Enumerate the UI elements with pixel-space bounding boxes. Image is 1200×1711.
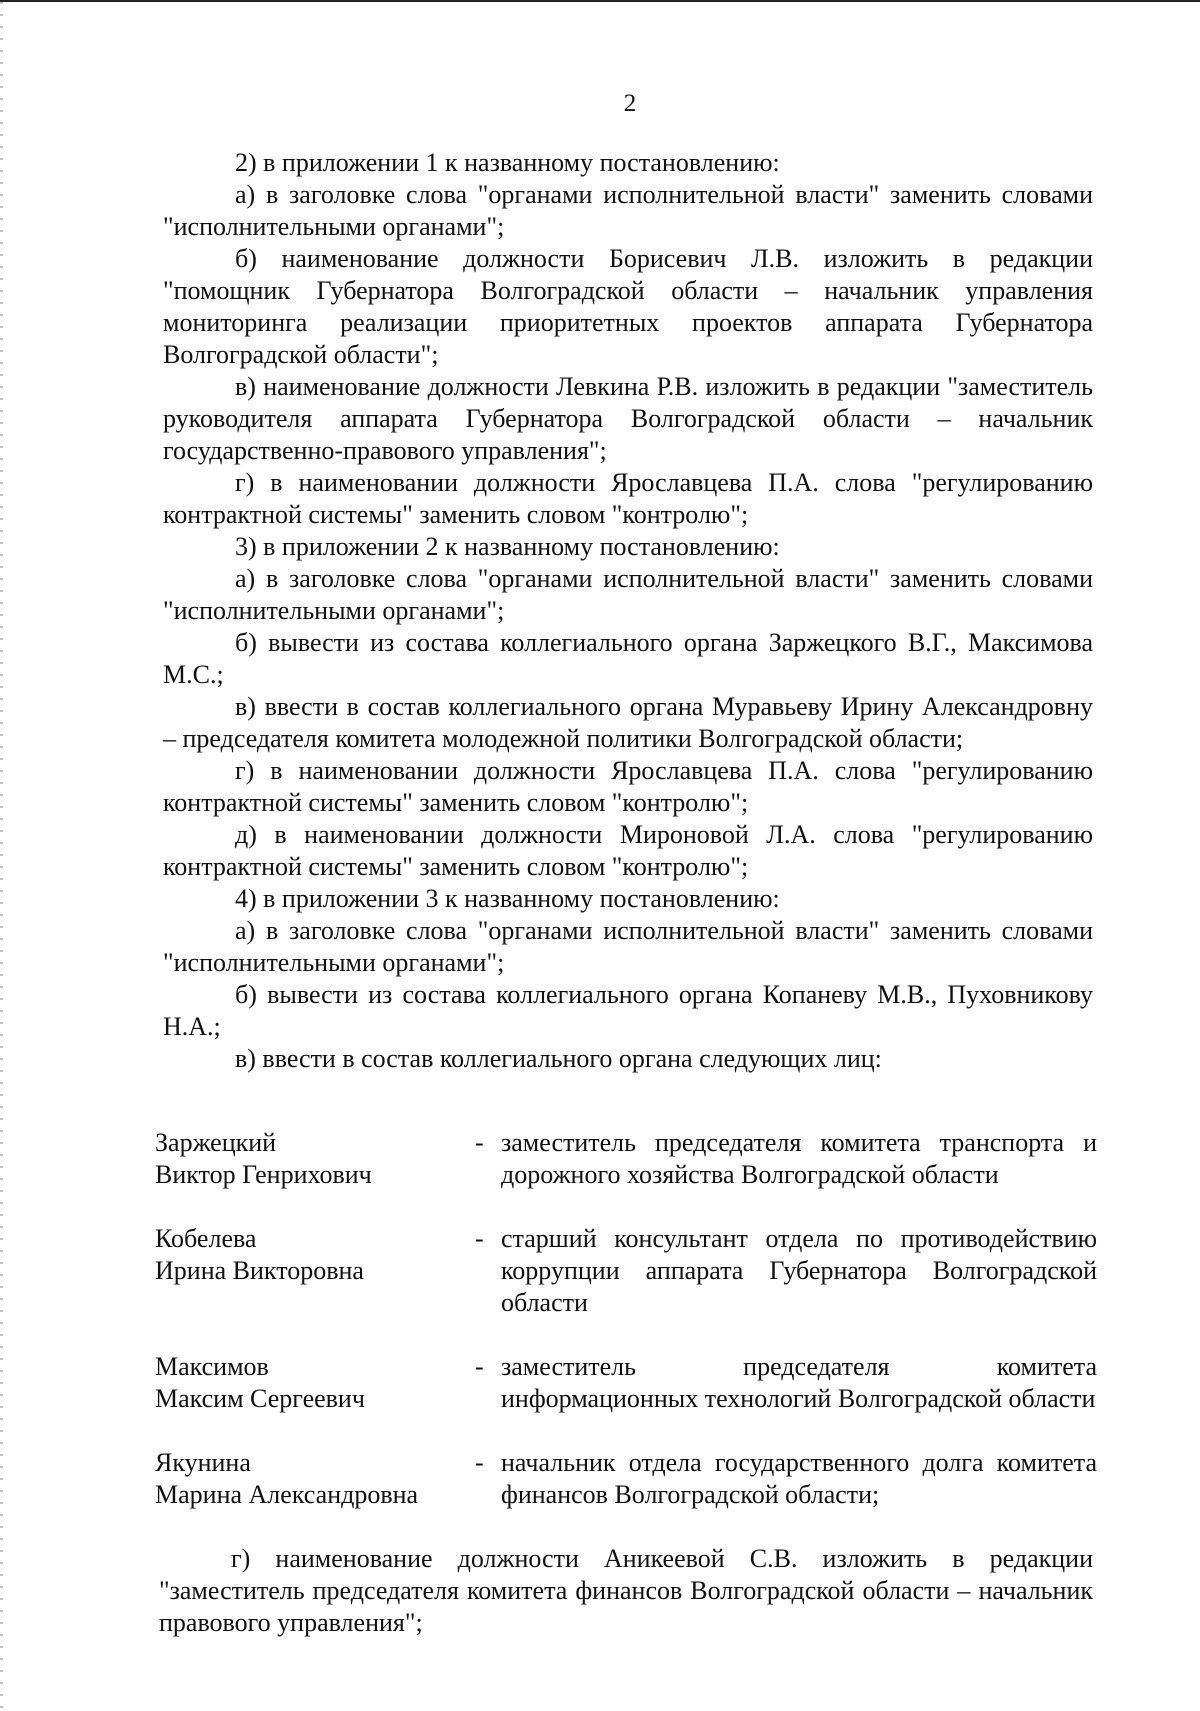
member-dash: - — [475, 1128, 484, 1157]
member-surname: Якунина — [155, 1448, 251, 1477]
member-position: начальник отдела государственного долга комитета финансов Волгоградской области; — [501, 1448, 1097, 1509]
member-row — [155, 1127, 1097, 1191]
member-position: старший консультант отдела по противодействию коррупции аппарата Губернатора Волгоградской области — [501, 1224, 1097, 1317]
member-position: заместитель председателя комитета транспорта и дорожного хозяйства Волгоградской области — [501, 1128, 1097, 1189]
paragraph-4g: г) наименование должности Аникеевой С.В. изложить в редакции "заместитель председателя комитета финансов Волгоградской области – начальник правового управления"; — [159, 1544, 1093, 1637]
member-row — [155, 1351, 1097, 1415]
member-dash: - — [475, 1352, 484, 1381]
member-dash: - — [475, 1224, 484, 1253]
member-name — [155, 1351, 475, 1415]
paragraph-3: 3) в приложении 2 к названному постановлению: — [235, 532, 780, 561]
member-name — [155, 1127, 475, 1191]
paragraph-2g: г) в наименовании должности Ярославцева П.А. слова "регулированию контрактной системы" заменить словом "контролю"; — [163, 468, 1093, 529]
paragraph-2: 2) в приложении 1 к названному постановлению: — [235, 148, 780, 177]
paragraph-2v: в) наименование должности Левкина Р.В. изложить в редакции "заместитель руководителя аппарата Губернатора Волгоградской области – начальник государственно-правового управления"; — [163, 372, 1093, 465]
members-list — [155, 1127, 1097, 1511]
scan-edge-mark — [0, 2, 3, 1711]
member-surname: Максимов — [155, 1352, 269, 1381]
paragraph-4v: в) ввести в состав коллегиального органа следующих лиц: — [235, 1044, 882, 1073]
member-row — [155, 1223, 1097, 1319]
member-dash: - — [475, 1448, 484, 1477]
member-surname: Заржецкий — [155, 1128, 277, 1157]
member-position: заместитель председателя комитета информационных технологий Волгоградской области — [501, 1352, 1097, 1413]
member-given-name: Ирина Викторовна — [155, 1256, 364, 1285]
member-given-name: Максим Сергеевич — [155, 1384, 365, 1413]
member-surname: Кобелева — [155, 1224, 257, 1253]
member-name — [155, 1223, 475, 1287]
paragraph-2a: а) в заголовке слова "органами исполнительной власти" заменить словами "исполнительными органами"; — [163, 180, 1093, 241]
paragraph-4a: а) в заголовке слова "органами исполнительной власти" заменить словами "исполнительными органами"; — [163, 916, 1093, 977]
document-body — [155, 147, 1097, 1639]
paragraph-3g: г) в наименовании должности Ярославцева П.А. слова "регулированию контрактной системы" заменить словом "контролю"; — [163, 756, 1093, 817]
paragraph-4b: б) вывести из состава коллегиального органа Копаневу М.В., Пуховникову Н.А.; — [163, 980, 1093, 1041]
paragraph-2b: б) наименование должности Борисевич Л.В. изложить в редакции "помощник Губернатора Волгоградской области – начальник управления мониторинга реализации приоритетных проектов аппарата Губернатора Волгоградской области"; — [163, 244, 1093, 369]
paragraph-3b: б) вывести из состава коллегиального органа Заржецкого В.Г., Максимова М.С.; — [163, 628, 1093, 689]
paragraph-4: 4) в приложении 3 к названному постановлению: — [235, 884, 780, 913]
member-given-name: Виктор Генрихович — [155, 1160, 372, 1189]
member-row — [155, 1447, 1097, 1511]
paragraph-3d: д) в наименовании должности Мироновой Л.А. слова "регулированию контрактной системы" заменить словом "контролю"; — [163, 820, 1093, 881]
member-name — [155, 1447, 475, 1511]
member-given-name: Марина Александровна — [155, 1480, 419, 1509]
page-number: 2 — [623, 90, 637, 117]
paragraph-3v: в) ввести в состав коллегиального органа Муравьеву Ирину Александровну – председателя комитета молодежной политики Волгоградской области; — [163, 692, 1093, 753]
paragraph-3a: а) в заголовке слова "органами исполнительной власти" заменить словами "исполнительными органами"; — [163, 564, 1093, 625]
